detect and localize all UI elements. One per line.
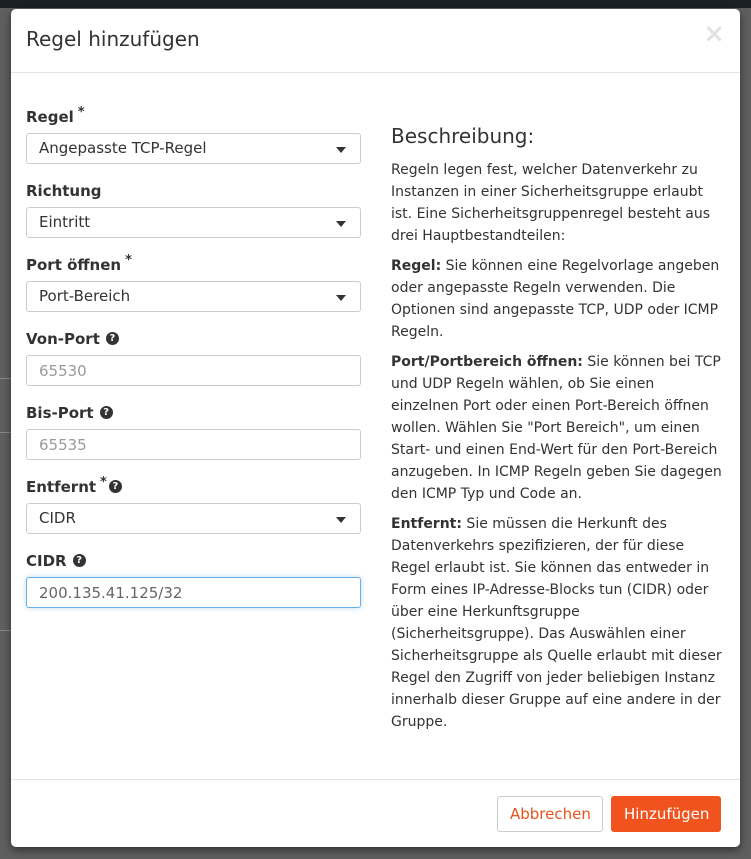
form-group-from-port bbox=[26, 327, 361, 401]
description-rule-term: Regel: bbox=[391, 258, 442, 274]
required-marker: * bbox=[100, 475, 107, 490]
remote-select[interactable] bbox=[26, 503, 361, 534]
add-rule-modal bbox=[11, 9, 740, 847]
modal-footer bbox=[11, 779, 740, 847]
direction-select[interactable] bbox=[26, 207, 361, 238]
remote-label: Entfernt * ? bbox=[26, 475, 361, 503]
description-remote-term: Entfernt: bbox=[391, 516, 462, 532]
description-rule: Regel: Sie können eine Regelvorlage angeben oder angepasste Regeln verwenden. Die Optionen sind angepasste TCP, UDP oder ICMP Regeln. bbox=[391, 258, 720, 340]
question-circle-icon[interactable]: ? bbox=[100, 406, 113, 419]
from-port-input[interactable] bbox=[26, 355, 361, 386]
modal-header bbox=[11, 9, 740, 73]
add-button[interactable]: Hinzufügen bbox=[611, 796, 721, 832]
form-group-open-port bbox=[26, 253, 361, 327]
form-group-to-port bbox=[26, 401, 361, 475]
caret-down-icon bbox=[336, 221, 346, 227]
question-circle-icon[interactable]: ? bbox=[73, 554, 86, 567]
description-port-term: Port/Portbereich öffnen: bbox=[391, 354, 583, 370]
cancel-button[interactable]: Abbrechen bbox=[497, 796, 603, 832]
rule-select[interactable] bbox=[26, 133, 361, 164]
description-title: Beschreibung: bbox=[391, 124, 535, 148]
background-topbar bbox=[0, 0, 751, 8]
direction-label: Richtung bbox=[26, 182, 102, 200]
rule-label: Regel * bbox=[26, 105, 85, 126]
caret-down-icon bbox=[336, 295, 346, 301]
required-marker: * bbox=[125, 253, 132, 268]
remote-select-value: CIDR bbox=[39, 509, 76, 527]
direction-select-value: Eintritt bbox=[39, 213, 91, 231]
from-port-label: Von-Port ? bbox=[26, 327, 361, 355]
question-circle-icon[interactable]: ? bbox=[106, 332, 119, 345]
caret-down-icon bbox=[336, 517, 346, 523]
form-group-cidr bbox=[26, 549, 361, 623]
modal-title: Regel hinzufügen bbox=[26, 27, 200, 51]
form-group-remote bbox=[26, 475, 361, 549]
description-remote: Entfernt: Sie müssen die Herkunft des Datenverkehrs spezifizieren, der für diese Regel erlaubt ist. Sie können das entweder in Form eines IP-Adresse-Blocks tun (CIDR) oder über eine Herkunftsgruppe (Sicherheitsgruppe). Das Auswählen einer Sicherheitsgruppe als Quelle erlaubt mit dieser Regel den Zugriff von jeder beliebigen Instanz innerhalb dieser Gruppe auf eine andere in der Gruppe. bbox=[391, 516, 722, 730]
question-circle-icon[interactable]: ? bbox=[109, 480, 122, 493]
caret-down-icon bbox=[336, 147, 346, 153]
required-marker: * bbox=[77, 105, 85, 120]
description-port: Port/Portbereich öffnen: Sie können bei TCP und UDP Regeln wählen, ob Sie einen einzelnen Port oder einen Port-Bereich öffnen wollen. Wählen Sie "Port Bereich", um einen Start- und einen End-Wert für den Port-Bereich anzugeben. In ICMP Regeln geben Sie dagegen den ICMP Typ und Code an. bbox=[391, 354, 722, 502]
form-group-direction bbox=[26, 179, 361, 253]
form-group-rule bbox=[26, 105, 361, 179]
open-port-label: Port öffnen * bbox=[26, 253, 132, 274]
to-port-label: Bis-Port ? bbox=[26, 401, 361, 429]
rule-form bbox=[26, 105, 361, 623]
rule-select-value: Angepasste TCP-Regel bbox=[39, 139, 207, 157]
to-port-input[interactable] bbox=[26, 429, 361, 460]
cidr-label: CIDR ? bbox=[26, 549, 361, 577]
cidr-input[interactable] bbox=[26, 577, 361, 608]
open-port-select-value: Port-Bereich bbox=[39, 287, 131, 305]
open-port-select[interactable] bbox=[26, 281, 361, 312]
close-icon[interactable]: × bbox=[703, 19, 725, 49]
description-intro: Regeln legen fest, welcher Datenverkehr zu Instanzen in einer Sicherheitsgruppe erlaubt ist. Eine Sicherheitsgruppenregel besteht aus drei Hauptbestandteilen: bbox=[391, 162, 711, 244]
description-panel bbox=[391, 121, 726, 741]
